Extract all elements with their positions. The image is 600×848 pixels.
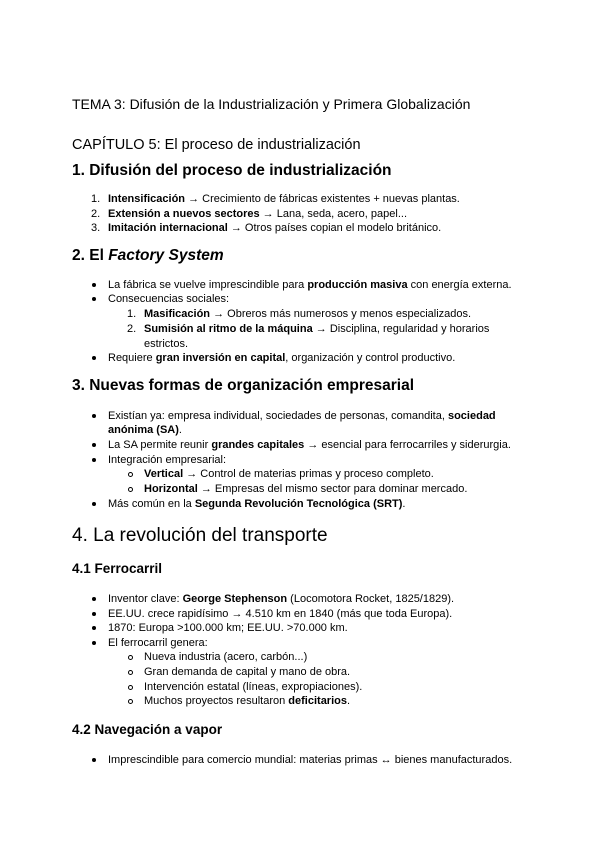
subsection-4-2-heading: 4.2 Navegación a vapor (72, 722, 223, 737)
sub-list-item: Gran demanda de capital y mano de obra. (144, 666, 351, 678)
sub-bullet-icon (128, 655, 133, 660)
list-item: Imitación internacional → Otros países copian el modelo británico. (108, 222, 442, 234)
bullet-icon (92, 502, 96, 506)
list-item: La fábrica se vuelve imprescindible para producción masiva con energía externa. (108, 279, 512, 291)
list-number: 2. (127, 323, 137, 335)
list-item-continuation: anónima (SA). (108, 424, 182, 436)
sub-bullet-icon (128, 685, 133, 690)
sub-bullet-icon (128, 487, 133, 492)
list-item: 1870: Europa >100.000 km; EE.UU. >70.000 km. (108, 622, 348, 634)
list-item: El ferrocarril genera: (108, 637, 208, 649)
bullet-icon (92, 626, 96, 630)
list-item: Intensificación → Crecimiento de fábricas existentes + nuevas plantas. (108, 193, 460, 205)
document-title: TEMA 3: Difusión de la Industrialización y Primera Globalización (72, 96, 471, 112)
bullet-icon (92, 458, 96, 462)
list-item: EE.UU. crece rapidísimo → 4.510 km en 1840 (más que toda Europa). (108, 608, 453, 620)
list-item: Imprescindible para comercio mundial: materias primas ↔ bienes manufacturados. (108, 754, 513, 766)
sub-list-item: Sumisión al ritmo de la máquina → Disciplina, regularidad y horarios (144, 323, 490, 335)
list-number: 2. (91, 208, 101, 220)
list-number: 1. (91, 193, 101, 205)
sub-list-item: Muchos proyectos resultaron deficitarios. (144, 695, 351, 707)
list-item: Integración empresarial: (108, 454, 227, 466)
list-item: Requiere gran inversión en capital, organización y control productivo. (108, 352, 456, 364)
list-item: Existían ya: empresa individual, sociedades de personas, comandita, sociedad (108, 410, 496, 422)
list-item: Más común en la Segunda Revolución Tecnológica (SRT). (108, 498, 406, 510)
sub-list-item: Vertical → Control de materias primas y proceso completo. (144, 468, 434, 480)
sub-bullet-icon (128, 472, 133, 477)
sub-list-item: Horizontal → Empresas del mismo sector para dominar mercado. (144, 483, 468, 495)
section-1-heading: 1. Difusión del proceso de industrialización (72, 162, 392, 179)
bullet-icon (92, 297, 96, 301)
bullet-icon (92, 414, 96, 418)
sub-bullet-icon (128, 670, 133, 675)
list-item: Consecuencias sociales: (108, 293, 230, 305)
bullet-icon (92, 283, 96, 287)
bullet-icon (92, 443, 96, 447)
sub-list-item-continuation: estrictos. (144, 338, 189, 350)
list-number: 1. (127, 308, 137, 320)
bullet-icon (92, 612, 96, 616)
bullet-icon (92, 356, 96, 360)
list-number: 3. (91, 222, 101, 234)
section-2-heading: 2. El Factory System (72, 247, 224, 264)
sub-list-item: Nueva industria (acero, carbón...) (144, 651, 308, 663)
list-item: Inventor clave: George Stephenson (Locomotora Rocket, 1825/1829). (108, 593, 455, 605)
list-item: Extensión a nuevos sectores → Lana, seda, acero, papel... (108, 208, 407, 220)
sub-list-item: Intervención estatal (líneas, expropiaciones). (144, 681, 363, 693)
bullet-icon (92, 758, 96, 762)
bullet-icon (92, 641, 96, 645)
sub-bullet-icon (128, 699, 133, 704)
section-3-heading: 3. Nuevas formas de organización empresarial (72, 377, 414, 394)
list-item: La SA permite reunir grandes capitales → esencial para ferrocarriles y siderurgia. (108, 439, 511, 451)
subsection-4-1-heading: 4.1 Ferrocarril (72, 561, 163, 576)
bullet-icon (92, 597, 96, 601)
chapter-title: CAPÍTULO 5: El proceso de industrialización (72, 137, 361, 153)
sub-list-item: Masificación → Obreros más numerosos y menos especializados. (144, 308, 472, 320)
section-4-heading: 4. La revolución del transporte (72, 525, 328, 546)
